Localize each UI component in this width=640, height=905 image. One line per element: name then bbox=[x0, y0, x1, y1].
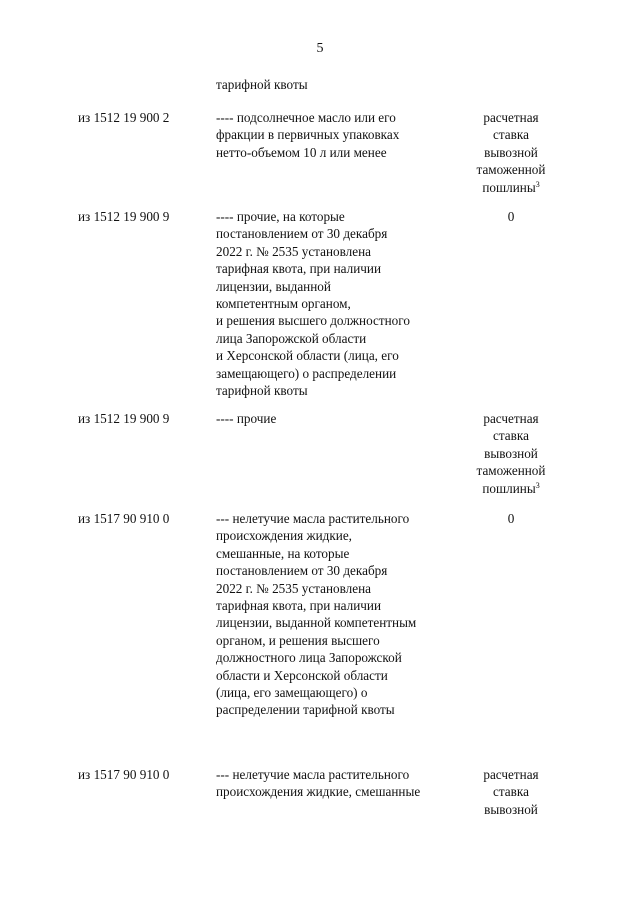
product-description bbox=[216, 208, 466, 399]
description-line: --- нелетучие масла растительного bbox=[216, 767, 410, 782]
rate-line: ставка bbox=[493, 127, 529, 143]
rate-line: расчетная bbox=[483, 411, 539, 426]
description-line: лицензии, выданной компетентным bbox=[216, 615, 417, 631]
description-line: тарифной квоты bbox=[216, 383, 308, 399]
tariff-code: из 1512 19 900 9 bbox=[78, 209, 170, 224]
description-line: ---- прочие bbox=[216, 411, 277, 426]
rate-text: пошлины bbox=[482, 480, 536, 496]
rate-line: таможенной bbox=[476, 463, 546, 479]
rate-line: 0 bbox=[507, 511, 515, 526]
continuation-text: тарифной квоты bbox=[216, 77, 308, 92]
description-line: компетентным органом, bbox=[216, 296, 351, 312]
rate-line: 0 bbox=[507, 209, 515, 224]
duty-rate bbox=[460, 208, 562, 225]
tariff-code: из 1512 19 900 2 bbox=[78, 110, 170, 125]
description-line: происхождения жидкие, смешанные bbox=[216, 784, 421, 800]
description-line: --- нелетучие масла растительного bbox=[216, 511, 410, 526]
rate-line: вывозной bbox=[484, 801, 538, 817]
product-description bbox=[216, 510, 466, 719]
description-line: тарифная квота, при наличии bbox=[216, 598, 381, 614]
duty-rate bbox=[460, 510, 562, 527]
description-line: распределении тарифной квоты bbox=[216, 702, 395, 718]
duty-rate bbox=[460, 766, 562, 818]
tariff-code: из 1517 90 910 0 bbox=[78, 767, 170, 782]
description-line: постановлением от 30 декабря bbox=[216, 226, 388, 242]
tariff-code: из 1512 19 900 9 bbox=[78, 411, 170, 426]
tariff-code: из 1517 90 910 0 bbox=[78, 511, 170, 526]
rate-line: вывозной bbox=[484, 144, 538, 160]
rate-line: расчетная bbox=[483, 767, 539, 782]
description-line: должностного лица Запорожской bbox=[216, 650, 402, 666]
description-line: области и Херсонской области bbox=[216, 667, 388, 683]
rate-line bbox=[460, 480, 562, 497]
rate-line: вывозной bbox=[484, 445, 538, 461]
product-description bbox=[216, 109, 466, 161]
description-line: смешанные, на которые bbox=[216, 545, 350, 561]
description-line: тарифная квота, при наличии bbox=[216, 261, 381, 277]
rate-text: пошлины bbox=[482, 179, 536, 195]
footnote-marker: 3 bbox=[535, 480, 540, 490]
description-line: лица Запорожской области bbox=[216, 330, 367, 346]
description-line: ---- прочие, на которые bbox=[216, 209, 345, 224]
description-line: 2022 г. № 2535 установлена bbox=[216, 243, 372, 259]
rate-line: ставка bbox=[493, 428, 529, 444]
page-number: 5 bbox=[316, 41, 324, 56]
description-line: и Херсонской области (лица, его bbox=[216, 348, 399, 364]
product-description bbox=[216, 766, 466, 801]
description-line: лицензии, выданной bbox=[216, 278, 331, 294]
description-line: замещающего) о распределении bbox=[216, 365, 397, 381]
duty-rate bbox=[460, 410, 562, 497]
rate-line: ставка bbox=[493, 784, 529, 800]
description-line: постановлением от 30 декабря bbox=[216, 563, 388, 579]
product-description bbox=[216, 410, 466, 427]
description-line: ---- подсолнечное масло или его bbox=[216, 110, 396, 125]
rate-line bbox=[460, 179, 562, 196]
rate-line: расчетная bbox=[483, 110, 539, 125]
rate-line: таможенной bbox=[476, 162, 546, 178]
description-line: органом, и решения высшего bbox=[216, 632, 380, 648]
description-line: фракции в первичных упаковках bbox=[216, 127, 400, 143]
footnote-marker: 3 bbox=[535, 179, 540, 189]
description-line: происхождения жидкие, bbox=[216, 528, 352, 544]
description-line: (лица, его замещающего) о bbox=[216, 685, 368, 701]
description-line: 2022 г. № 2535 установлена bbox=[216, 580, 372, 596]
description-line: и решения высшего должностного bbox=[216, 313, 410, 329]
duty-rate bbox=[460, 109, 562, 196]
description-line: нетто-объемом 10 л или менее bbox=[216, 144, 387, 160]
